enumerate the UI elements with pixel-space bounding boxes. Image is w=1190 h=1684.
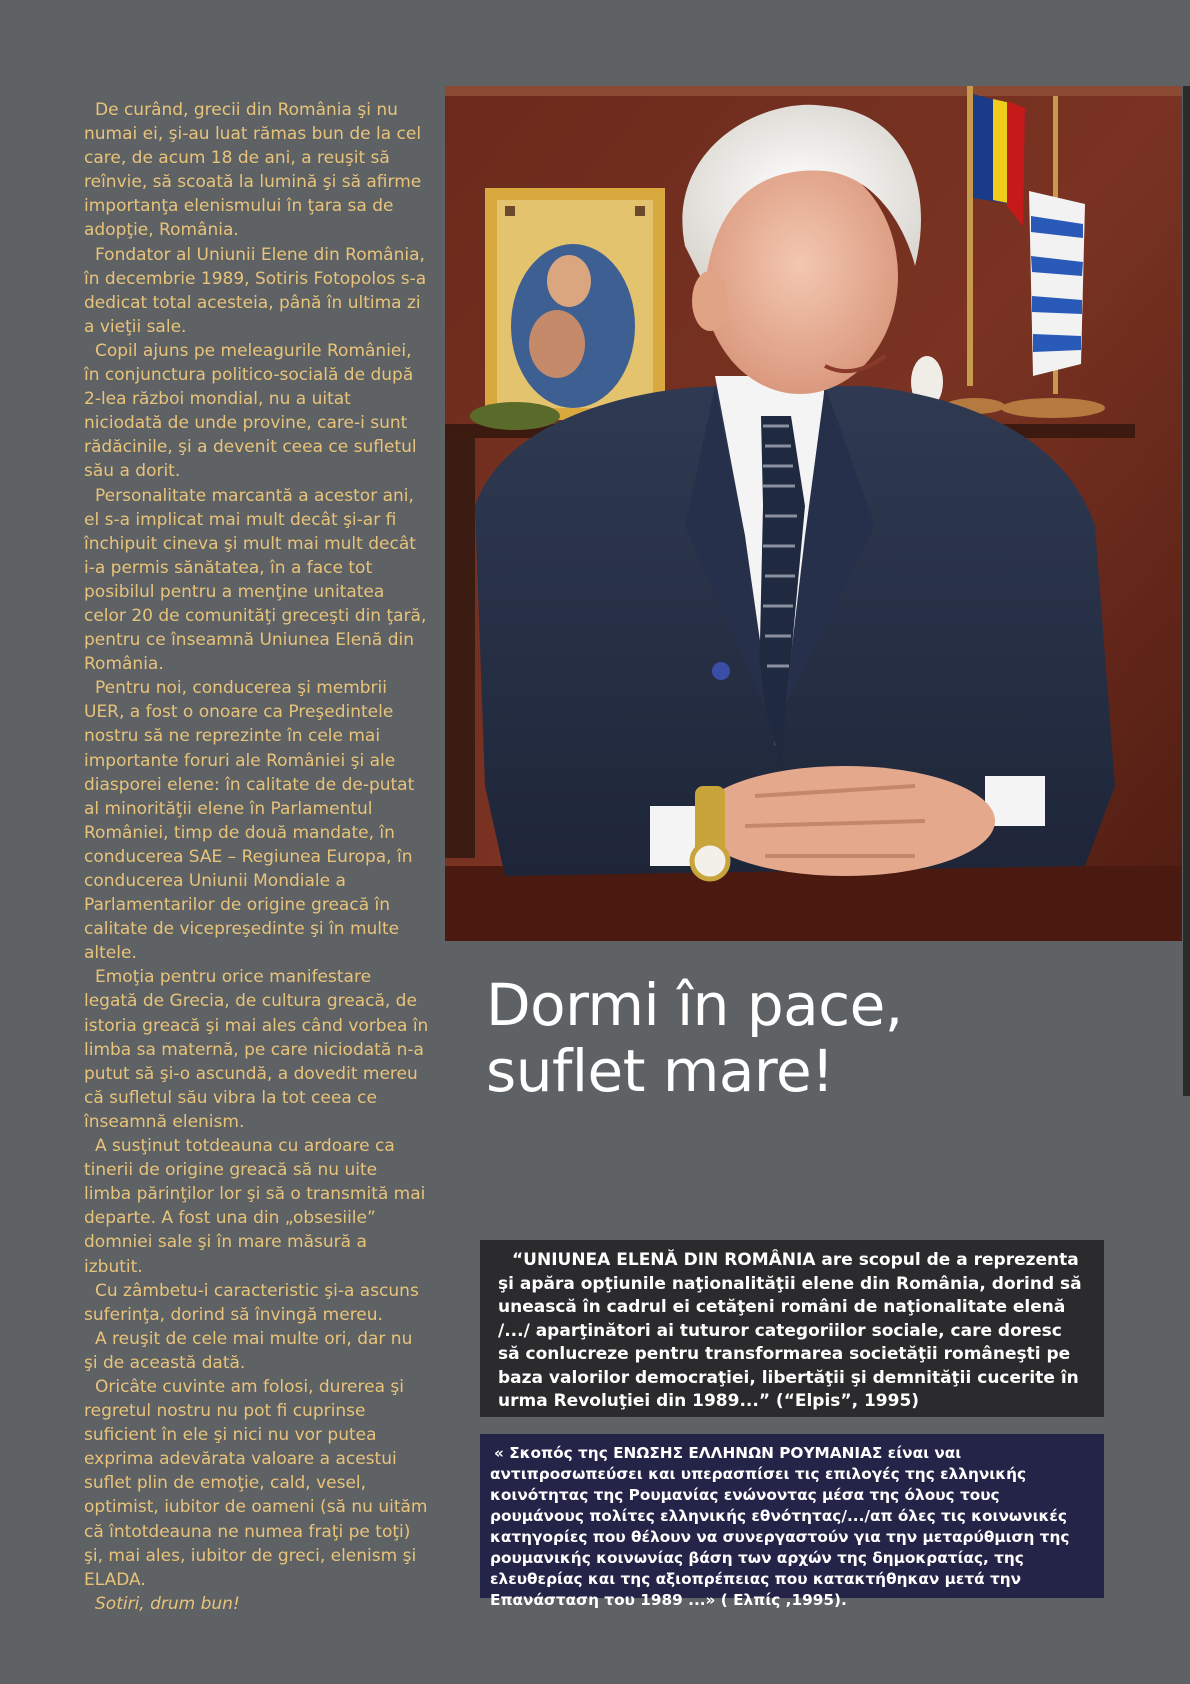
page-edge-strip bbox=[1183, 86, 1190, 1096]
quote-romanian-text: “UNIUNEA ELENĂ DIN ROMÂNIA are scopul de a reprezenta şi apăra opţiunile naţionalităţii elene din România, dorind să unească în cadrul ei cetăţeni români de naţionalitate elenă /.../ aparţinători ai tuturor categoriilor sociale, care doresc să conlucreze pentru transformarea societăţii româneşti pe baza valorilor democraţiei, libertăţii şi demnităţii cucerite în urma Revoluţiei din 1989...” (“Elpis”, 1995) bbox=[498, 1250, 1082, 1411]
icon-painting bbox=[485, 188, 665, 420]
article-paragraph: a vieţii sale. bbox=[84, 316, 187, 337]
article-signoff: Sotiri, drum bun! bbox=[95, 1593, 240, 1614]
article-paragraph: De curând, grecii din România şi nu numai ei, şi-au luat rămas bun de la cel care, de acum 18 de ani, a reuşit să reînvie, să scoată la lumină şi să afirme importanţa elenismului în ţara sa de adopţie, România. bbox=[84, 100, 422, 241]
quote-greek bbox=[480, 1434, 1104, 1609]
article-paragraph: Cu zâmbetu-i caracteristic şi-a ascuns suferinţa, dorind să învingă mereu. bbox=[84, 1280, 419, 1325]
headline bbox=[486, 972, 1086, 1104]
quote-romanian bbox=[480, 1240, 1104, 1417]
headline-line-2: suflet mare! bbox=[486, 1037, 834, 1105]
quote-greek-text: « Σκοπός της ΕΝΩΣΗΣ ΕΛΛΗΝΩΝ ΡΟΥΜΑΝΙΑΣ είναι ναι αντιπροσωπεύσει και υπερασπίσει τις επιλογές της ελληνικής κοινότητας της Ρουμανίας ενώνοντας μέσα της όλους τους ρουμάνους πολίτες ελληνικής εθνότητας/.../απ όλες τις κοινωνικές κατηγορίες που θέλουν να συνεργαστούν για την μεταρύθμιση της ρουμανικής κοινωνίας βάση των αρχών της δημοκρατίας, της ελευθερίας και της αξιοπρέπειας που κατακτήθηκαν μετά την Επανάσταση του 1989 ...» ( Ελπίς ,1995). bbox=[490, 1444, 1070, 1609]
article-paragraph: A susţinut totdeauna cu ardoare ca tinerii de origine greacă să nu uite limba părinţilor lor şi să o transmită mai departe. A fost una din „obsesiile” domniei sale şi în mare măsură a izbutit. bbox=[84, 1136, 426, 1277]
headline-line-1: Dormi în pace, bbox=[486, 971, 903, 1039]
article-paragraph: A reuşit de cele mai multe ori, dar nu şi de această dată. bbox=[84, 1328, 413, 1373]
portrait-photo bbox=[445, 86, 1182, 941]
article-body bbox=[84, 98, 429, 1616]
article-paragraph: Fondator al Uniunii Elene din România, în decembrie 1989, Sotiris Fotopolos s-a dedicat total acesteia, până în ultima zi bbox=[84, 244, 427, 313]
portrait-illustration bbox=[445, 86, 1182, 941]
article-paragraph: Copil ajuns pe meleagurile României, în conjunctura politico-socială de după 2-lea război mondial, nu a uitat niciodată de unde provine, care-i sunt rădăcinile, şi a devenit ceea ce sufletul său a dorit. bbox=[84, 340, 417, 482]
article-paragraph: Pentru noi, conducerea şi membrii UER, a fost o onoare ca Preşedintele nostru să ne reprezinte în cele mai importante foruri ale României şi ale diasporei elene: în calitate de de-putat al minorităţii elene în Parlamentul României, timp de două mandate, în conducerea SAE – Regiunea Europa, în conducerea Uniunii Mondiale a Parlamentarilor de origine greacă în calitate de vicepreşedinte şi în multe altele. bbox=[84, 678, 415, 964]
article-paragraph: Oricâte cuvinte am folosi, durerea şi regretul nostru nu pot fi cuprinse suficient în ele şi nici nu vor putea exprima adevărata valoare a acestui suflet plin de emoţie, cald, vesel, optimist, iubitor de oameni (să nu uităm că întotdeauna ne numea fraţi pe toţi) şi, mai ales, iubitor de greci, elenism şi ELADA. bbox=[84, 1376, 428, 1590]
article-paragraph: Personalitate marcantă a acestor ani, el s-a implicat mai mult decât şi-ar fi închipuit cineva şi mult mai mult decât i-a permis sănătatea, în a face tot posibilul pentru a menţine unitatea celor 20 de comunităţi greceşti din ţară, pentru ce înseamnă Uniunea Elenă din România. bbox=[84, 485, 427, 675]
article-paragraph: Emoţia pentru orice manifestare legată de Grecia, de cultura greacă, de istoria greacă şi mai ales când vorbea în limba sa maternă, pe care niciodată n-a putut să şi-o ascundă, a dovedit mereu că sufletul său vibra la tot ceea ce înseamnă elenism. bbox=[84, 967, 429, 1132]
